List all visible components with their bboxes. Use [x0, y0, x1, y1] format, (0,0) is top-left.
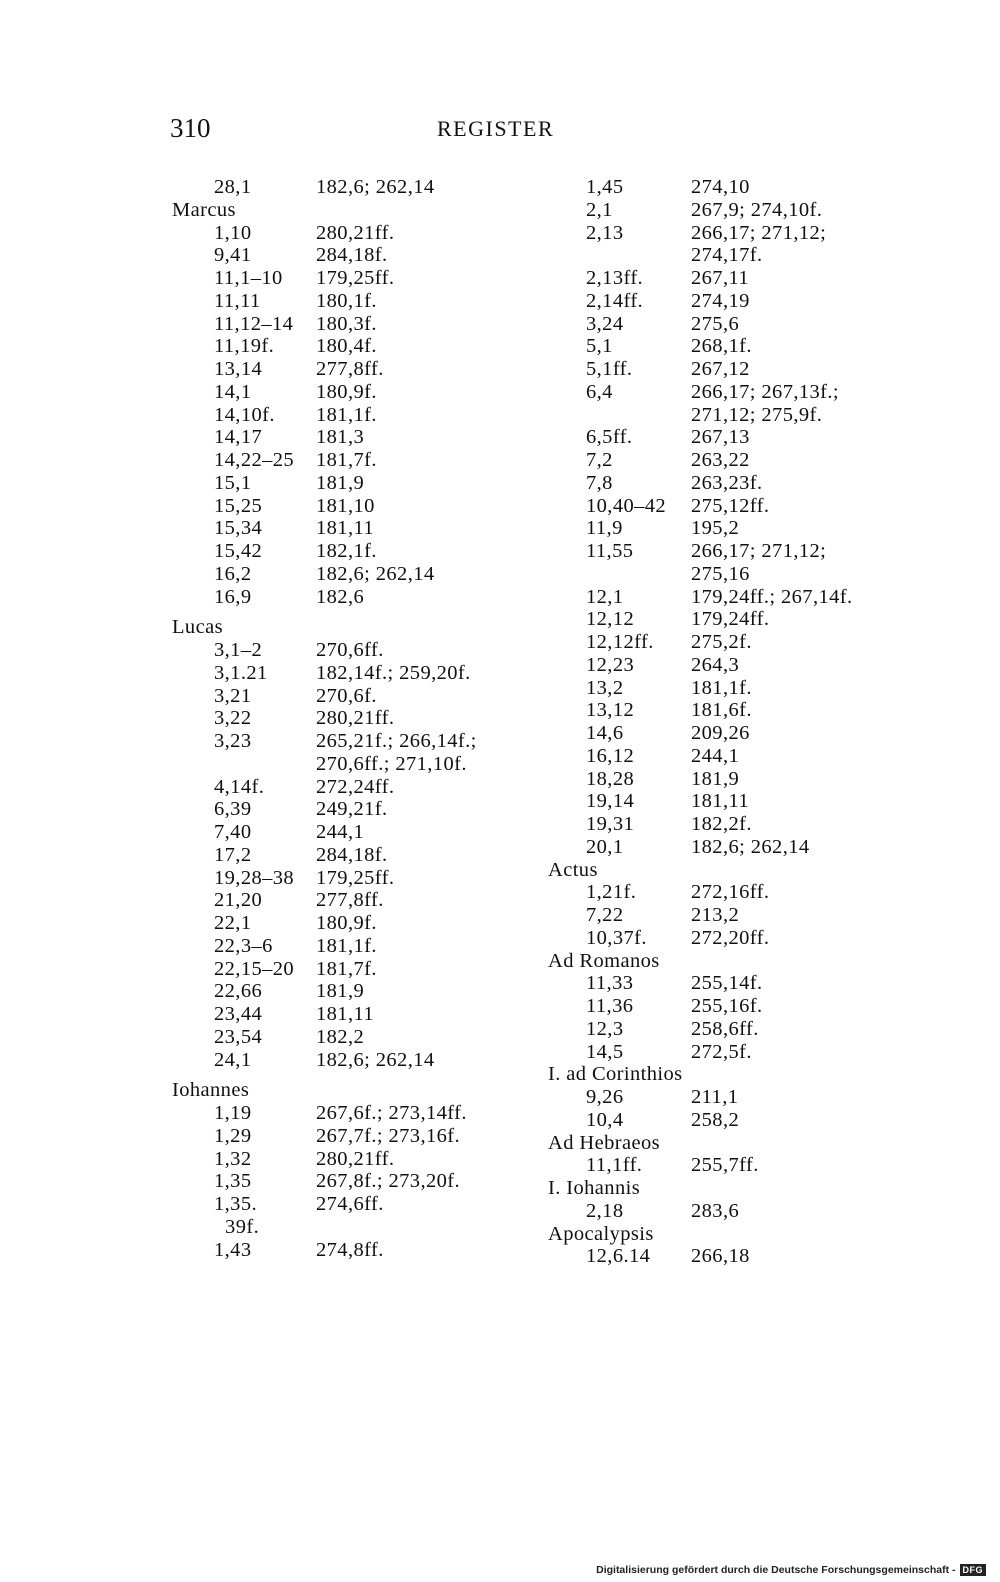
verse-reference: 14,22–25 — [214, 449, 295, 471]
page-references: 181,7f. — [316, 957, 377, 980]
page-references: 275,2f. — [691, 631, 752, 653]
index-entry — [548, 244, 948, 267]
index-entry — [548, 745, 948, 768]
page-references: 249,21f. — [316, 798, 388, 821]
verse-reference: 14,10f. — [214, 403, 275, 426]
page-references: 181,11 — [316, 1003, 375, 1025]
index-entry — [548, 426, 948, 449]
verse-reference: 11,9 — [586, 517, 623, 540]
verse-reference: 2,13ff. — [586, 267, 644, 289]
verse-reference: 3,22 — [214, 707, 252, 730]
verse-reference: 1,21f. — [586, 881, 637, 904]
page-title: REGISTER — [437, 116, 555, 141]
verse-reference: 19,28–38 — [214, 866, 295, 889]
verse-reference: 6,5ff. — [586, 426, 633, 449]
page-references: 270,6f. — [316, 684, 377, 707]
verse-reference: 1,45 — [586, 176, 624, 198]
index-entry — [548, 654, 948, 677]
index-column-right — [548, 176, 948, 1268]
verse-reference: 20,1 — [586, 835, 624, 858]
page-references: 213,2 — [691, 904, 740, 926]
page-references: 195,2 — [691, 517, 740, 540]
index-entry — [172, 935, 552, 958]
index-entry — [172, 313, 552, 336]
verse-reference — [548, 563, 686, 586]
page-references: 180,9f. — [316, 380, 377, 403]
index-entry — [172, 449, 552, 472]
index-column-left — [172, 176, 552, 1261]
verse-reference: 17,2 — [214, 843, 252, 866]
verse-reference: 22,66 — [214, 980, 263, 1003]
verse-reference: 1,35. — [214, 1193, 257, 1215]
book-heading: Lucas — [172, 616, 223, 639]
page-references: 258,2 — [691, 1108, 740, 1131]
index-entry — [548, 1041, 948, 1064]
page-references: 267,7f.; 273,16f. — [316, 1124, 461, 1147]
book-heading: Actus — [548, 858, 598, 881]
page-references: 181,7f. — [316, 449, 377, 471]
index-entry — [172, 381, 552, 404]
index-entry — [548, 768, 948, 791]
spacer — [172, 1071, 552, 1079]
verse-reference: 13,14 — [214, 358, 263, 380]
index-entry — [172, 1193, 552, 1216]
index-entry — [548, 222, 948, 245]
verse-reference: 3,21 — [214, 684, 252, 707]
page-references: 275,16 — [691, 562, 750, 585]
index-entry — [172, 889, 552, 912]
verse-reference: 9,41 — [214, 244, 252, 267]
index-entry — [548, 836, 948, 859]
index-entry — [548, 699, 948, 722]
index-entry — [548, 449, 948, 472]
index-entry — [172, 1216, 552, 1239]
verse-reference: 11,11 — [214, 289, 261, 312]
index-entry — [172, 639, 552, 662]
dfg-logo: DFG — [960, 1564, 987, 1576]
verse-reference: 19,14 — [586, 790, 635, 813]
verse-reference: 28,1 — [214, 176, 252, 198]
verse-reference: 11,1ff. — [586, 1154, 643, 1177]
page-references: 280,21ff. — [316, 1147, 395, 1170]
page-references: 258,6ff. — [691, 1017, 759, 1040]
page-references: 181,3 — [316, 426, 365, 449]
page-references: 270,6ff. — [316, 639, 384, 661]
index-entry — [548, 1245, 948, 1268]
index-entry — [172, 1148, 552, 1171]
index-entry — [172, 867, 552, 890]
page-references: 182,2f. — [691, 813, 752, 835]
book-heading: I. ad Corinthios — [548, 1063, 683, 1086]
index-entry — [172, 1239, 552, 1262]
index-entry — [548, 813, 948, 836]
verse-reference: 11,55 — [586, 540, 634, 562]
page-references: 267,12 — [691, 358, 750, 380]
index-entry — [548, 472, 948, 495]
page-references: 283,6 — [691, 1199, 740, 1222]
verse-reference: 11,1–10 — [214, 267, 283, 289]
index-entry — [548, 1109, 948, 1132]
index-entry — [172, 1003, 552, 1026]
verse-reference: 3,23 — [214, 730, 252, 752]
index-entry — [172, 730, 552, 753]
verse-reference: 15,42 — [214, 540, 263, 562]
book-heading: Apocalypsis — [548, 1222, 654, 1245]
page-references: 274,8ff. — [316, 1238, 384, 1261]
page-references: 274,10 — [691, 176, 750, 198]
page-references: 268,1f. — [691, 335, 752, 358]
index-entry — [172, 267, 552, 290]
page-references: 182,6; 262,14 — [691, 835, 810, 858]
book-heading: I. Iohannis — [548, 1177, 641, 1199]
verse-reference: 39f. — [214, 1215, 260, 1238]
book-heading: Iohannes — [172, 1079, 250, 1102]
verse-reference: 10,4 — [586, 1108, 624, 1131]
page-references: 181,1f. — [316, 403, 377, 426]
verse-reference: 1,19 — [214, 1102, 252, 1124]
page-number: 310 — [170, 113, 211, 143]
verse-reference: 19,31 — [586, 813, 635, 835]
verse-reference: 12,12 — [586, 608, 635, 631]
index-entry — [172, 1026, 552, 1049]
verse-reference: 2,1 — [586, 198, 613, 221]
verse-reference: 14,17 — [214, 426, 263, 449]
page-references: 272,16ff. — [691, 881, 770, 904]
verse-reference: 9,26 — [586, 1086, 624, 1108]
index-entry — [172, 563, 552, 586]
page-references: 181,9 — [691, 767, 740, 790]
verse-reference: 16,9 — [214, 585, 252, 608]
verse-reference: 6,4 — [586, 380, 613, 403]
index-entry — [172, 776, 552, 799]
verse-reference: 1,43 — [214, 1238, 252, 1261]
verse-reference: 1,32 — [214, 1147, 252, 1170]
index-entry — [548, 1018, 948, 1041]
index-entry — [172, 1049, 552, 1072]
verse-reference — [172, 753, 314, 776]
verse-reference: 2,14ff. — [586, 289, 644, 312]
page-references: 275,6 — [691, 312, 740, 335]
verse-reference: 22,15–20 — [214, 957, 295, 980]
index-entry — [172, 844, 552, 867]
page-references: 181,1f. — [316, 934, 377, 957]
verse-reference: 11,36 — [586, 995, 634, 1017]
page-references: 275,12ff. — [691, 494, 770, 517]
verse-reference: 1,29 — [214, 1124, 252, 1147]
index-entry — [548, 972, 948, 995]
page-references: 180,1f. — [316, 289, 377, 312]
page-references: 182,6; 262,14 — [316, 1048, 435, 1071]
verse-reference: 10,40–42 — [586, 494, 667, 517]
verse-reference: 1,10 — [214, 221, 252, 244]
index-entry — [172, 753, 552, 776]
index-entry — [548, 586, 948, 609]
verse-reference: 12,1 — [586, 585, 624, 608]
verse-reference: 15,34 — [214, 517, 263, 540]
verse-reference: 14,5 — [586, 1040, 624, 1063]
book-heading: Ad Romanos — [548, 949, 660, 972]
book-heading: Ad Hebraeos — [548, 1131, 660, 1154]
index-entry — [172, 980, 552, 1003]
index-entry — [172, 821, 552, 844]
index-entry — [548, 199, 948, 222]
page-references: 182,6; 262,14 — [316, 562, 435, 585]
verse-reference: 13,2 — [586, 676, 624, 699]
page-references: 255,7ff. — [691, 1154, 759, 1177]
index-entry — [172, 1170, 552, 1193]
page-references: 266,17; 271,12; — [691, 221, 827, 244]
page-references: 181,1f. — [691, 676, 752, 699]
page-references: 267,13 — [691, 426, 750, 449]
page-references: 272,5f. — [691, 1040, 752, 1063]
page-references: 180,9f. — [316, 912, 377, 934]
page-references: 181,6f. — [691, 699, 752, 722]
index-entry — [548, 404, 948, 427]
verse-reference: 4,14f. — [214, 775, 265, 798]
page-references: 209,26 — [691, 722, 750, 744]
verse-reference: 7,2 — [586, 449, 613, 471]
verse-reference: 10,37f. — [586, 926, 647, 949]
index-entry — [548, 381, 948, 404]
footer-credit — [596, 1564, 986, 1576]
verse-reference: 12,12ff. — [586, 631, 654, 653]
page-references: 274,6ff. — [316, 1193, 384, 1215]
index-entry — [172, 1102, 552, 1125]
index-entry — [548, 1200, 948, 1223]
verse-reference: 12,6.14 — [586, 1245, 651, 1268]
verse-reference: 3,1–2 — [214, 639, 263, 661]
index-entry — [172, 290, 552, 313]
page-references: 263,23f. — [691, 471, 763, 494]
footer-text: Digitalisierung gefördert durch die Deutsche Forschungsgemeinschaft - — [596, 1564, 956, 1576]
page-references: 266,17; 267,13f.; — [691, 380, 840, 403]
page-references: 284,18f. — [316, 244, 388, 267]
page-references: 179,24ff. — [691, 608, 770, 631]
verse-reference: 14,1 — [214, 380, 252, 403]
index-entry — [548, 631, 948, 654]
index-entry — [172, 176, 552, 199]
page-references: 182,6; 262,14 — [316, 176, 435, 198]
page-references: 179,25ff. — [316, 866, 395, 889]
index-entry — [548, 881, 948, 904]
index-entry — [548, 608, 948, 631]
verse-reference: 7,8 — [586, 471, 613, 494]
page-references: 270,6ff.; 271,10f. — [316, 752, 467, 775]
page-references: 267,8f.; 273,20f. — [316, 1170, 461, 1193]
verse-reference: 12,23 — [586, 653, 635, 676]
verse-reference: 23,44 — [214, 1003, 263, 1025]
index-entry — [548, 313, 948, 336]
index-entry — [172, 958, 552, 981]
verse-reference: 21,20 — [214, 889, 263, 912]
verse-reference: 1,35 — [214, 1170, 252, 1193]
index-entry — [548, 722, 948, 745]
index-entry — [172, 540, 552, 563]
page-references: 263,22 — [691, 449, 750, 471]
book-heading: Marcus — [172, 198, 236, 221]
verse-reference: 5,1 — [586, 335, 613, 358]
index-entry — [172, 517, 552, 540]
verse-reference: 14,6 — [586, 722, 624, 744]
page-references: 180,3f. — [316, 312, 377, 335]
verse-reference: 7,22 — [586, 904, 624, 926]
verse-reference: 12,3 — [586, 1017, 624, 1040]
verse-reference: 3,24 — [586, 312, 624, 335]
page-references: 272,24ff. — [316, 775, 395, 798]
index-entry — [172, 404, 552, 427]
index-entry — [548, 927, 948, 950]
verse-reference: 11,33 — [586, 972, 634, 995]
index-entry — [172, 358, 552, 381]
verse-reference: 22,3–6 — [214, 934, 273, 957]
verse-reference: 11,12–14 — [214, 312, 294, 335]
page-references: 277,8ff. — [316, 358, 384, 380]
index-entry — [548, 176, 948, 199]
index-entry — [548, 1086, 948, 1109]
page-references: 182,2 — [316, 1025, 365, 1048]
verse-reference: 16,12 — [586, 744, 635, 767]
index-entry — [172, 472, 552, 495]
verse-reference: 5,1ff. — [586, 358, 633, 380]
spacer — [172, 608, 552, 616]
page-references: 267,9; 274,10f. — [691, 198, 823, 221]
page-references: 274,19 — [691, 289, 750, 312]
page-references: 179,24ff.; 267,14f. — [691, 585, 853, 608]
page-references: 182,6 — [316, 585, 365, 608]
page-references: 280,21ff. — [316, 221, 395, 244]
verse-reference: 2,13 — [586, 221, 624, 244]
page-references: 266,18 — [691, 1245, 750, 1268]
index-entry — [172, 495, 552, 518]
index-entry — [548, 290, 948, 313]
page-references: 267,6f.; 273,14ff. — [316, 1102, 467, 1124]
verse-reference: 11,19f. — [214, 335, 275, 358]
page-references: 264,3 — [691, 653, 740, 676]
index-entry — [172, 685, 552, 708]
page-references: 181,9 — [316, 980, 365, 1003]
page-references: 255,14f. — [691, 972, 763, 995]
page-references: 274,17f. — [691, 244, 763, 267]
index-entry — [548, 1154, 948, 1177]
index-entry — [548, 540, 948, 563]
verse-reference: 3,1.21 — [214, 661, 268, 684]
verse-reference: 15,25 — [214, 494, 263, 517]
verse-reference: 15,1 — [214, 471, 252, 494]
index-entry — [172, 335, 552, 358]
page-references: 272,20ff. — [691, 926, 770, 949]
page-references: 280,21ff. — [316, 707, 395, 730]
verse-reference — [548, 404, 686, 427]
page-references: 265,21f.; 266,14f.; — [316, 730, 477, 752]
page-references: 182,14f.; 259,20f. — [316, 661, 471, 684]
index-entry — [172, 426, 552, 449]
page-references: 255,16f. — [691, 995, 763, 1017]
index-entry — [548, 904, 948, 927]
page-references: 244,1 — [316, 821, 365, 843]
page-references: 271,12; 275,9f. — [691, 403, 823, 426]
verse-reference: 16,2 — [214, 562, 252, 585]
verse-reference: 18,28 — [586, 767, 635, 790]
index-entry — [172, 707, 552, 730]
verse-reference: 7,40 — [214, 821, 252, 843]
verse-reference: 22,1 — [214, 912, 252, 934]
index-entry — [548, 267, 948, 290]
page-references: 284,18f. — [316, 843, 388, 866]
index-entry — [172, 1125, 552, 1148]
index-entry — [548, 495, 948, 518]
verse-reference — [548, 244, 686, 267]
index-entry — [172, 244, 552, 267]
page-references: 211,1 — [691, 1086, 739, 1108]
page-references: 244,1 — [691, 744, 740, 767]
index-entry — [548, 358, 948, 381]
index-entry — [172, 662, 552, 685]
page-references: 180,4f. — [316, 335, 377, 358]
verse-reference: 2,18 — [586, 1199, 624, 1222]
index-entry — [172, 222, 552, 245]
index-entry — [548, 517, 948, 540]
index-entry — [548, 995, 948, 1018]
page-references: 182,1f. — [316, 540, 377, 562]
page-references: 181,11 — [691, 790, 750, 813]
verse-reference: 6,39 — [214, 798, 252, 821]
index-entry — [548, 790, 948, 813]
page-references: 277,8ff. — [316, 889, 384, 912]
index-entry — [548, 677, 948, 700]
verse-reference: 23,54 — [214, 1025, 263, 1048]
verse-reference: 13,12 — [586, 699, 635, 722]
page-references: 266,17; 271,12; — [691, 540, 827, 562]
page-references: 181,10 — [316, 494, 375, 517]
index-entry — [548, 563, 948, 586]
page-references: 181,11 — [316, 517, 375, 540]
index-entry — [172, 586, 552, 609]
page-references: 181,9 — [316, 471, 365, 494]
index-entry — [172, 912, 552, 935]
page-references: 267,11 — [691, 267, 750, 289]
index-entry — [172, 798, 552, 821]
index-entry — [548, 335, 948, 358]
verse-reference: 24,1 — [214, 1048, 252, 1071]
page-references: 179,25ff. — [316, 267, 395, 289]
